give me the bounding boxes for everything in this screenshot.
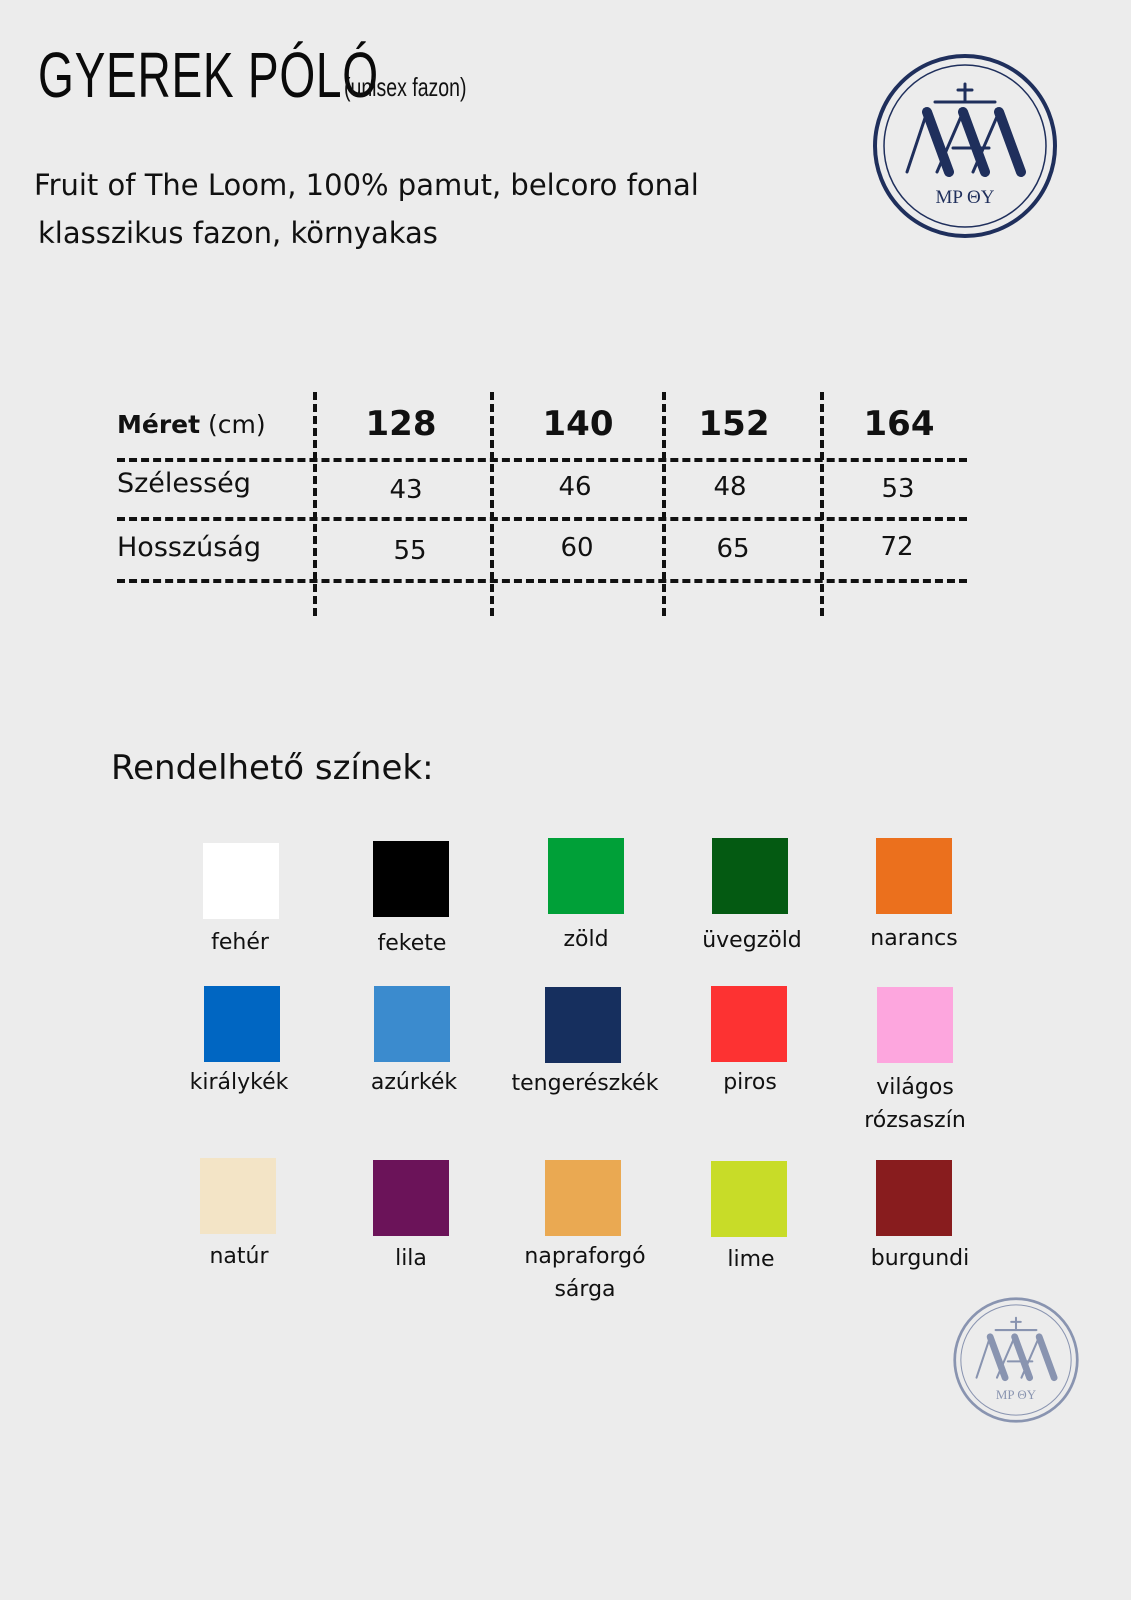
color-label: fehér [211,930,269,955]
table-cell: 43 [389,475,423,505]
color-label: burgundi [870,1246,970,1271]
table-header-size: 152 [698,404,770,444]
table-header-size: 128 [365,404,437,444]
table-header-label-unit: (cm) [208,410,266,439]
color-label: narancs [870,926,958,951]
table-header-label [117,410,266,439]
colors-section-title: Rendelhető színek: [111,748,434,788]
color-swatch [876,838,952,914]
logo-text: MP ΘY [935,187,995,208]
page-title: GYEREK PÓLÓ [38,39,379,111]
color-swatch [876,1160,952,1236]
color-swatch [545,1160,621,1236]
table-column-divider [490,392,494,616]
color-swatch [373,841,449,917]
table-row-label: Szélesség [117,468,251,499]
color-swatch [711,1161,787,1237]
color-label [495,1240,675,1306]
product-description-line-2: klasszikus fazon, környakas [38,216,438,250]
table-divider [117,517,967,521]
product-description-line-1: Fruit of The Loom, 100% pamut, belcoro fonal [34,168,699,202]
table-cell: 48 [713,472,747,502]
table-header-size: 164 [863,404,935,444]
color-label: lila [395,1246,427,1271]
color-label-line: rózsaszín [864,1108,966,1133]
color-swatch [373,1160,449,1236]
brand-logo [871,52,1059,240]
color-label: azúrkék [370,1070,458,1095]
table-header-size: 140 [542,404,614,444]
color-swatch [374,986,450,1062]
color-label: natúr [209,1244,269,1269]
color-swatch [200,1158,276,1234]
color-label: lime [727,1247,775,1272]
table-column-divider [313,392,317,616]
color-swatch [545,987,621,1063]
color-label: piros [723,1070,777,1095]
table-cell: 55 [393,536,427,566]
color-label-line: sárga [554,1277,616,1302]
color-label [825,1071,1005,1137]
table-row-label: Hosszúság [117,532,261,563]
brand-logo-watermark [952,1296,1080,1424]
color-label: üvegzöld [702,928,802,953]
color-swatch [548,838,624,914]
table-cell: 72 [880,532,914,562]
color-label: fekete [377,931,447,956]
logo-watermark-text: MP ΘY [995,1386,1037,1402]
color-label: királykék [189,1070,289,1095]
table-divider [117,458,967,462]
color-swatch [877,987,953,1063]
table-divider [117,579,967,583]
page-subtitle: (unisex fazon) [344,72,467,102]
table-cell: 65 [716,534,750,564]
table-cell: 46 [558,472,592,502]
color-swatch [204,986,280,1062]
table-column-divider [820,392,824,616]
table-column-divider [662,392,666,616]
color-swatch [711,986,787,1062]
color-swatch [203,843,279,919]
table-cell: 53 [881,474,915,504]
color-label: zöld [563,927,609,952]
color-label-line: világos [876,1075,954,1100]
table-header-label-bold: Méret [117,410,201,439]
table-cell: 60 [560,533,594,563]
color-label-line: napraforgó [524,1244,646,1269]
color-swatch [712,838,788,914]
color-label: tengerészkék [511,1071,659,1096]
